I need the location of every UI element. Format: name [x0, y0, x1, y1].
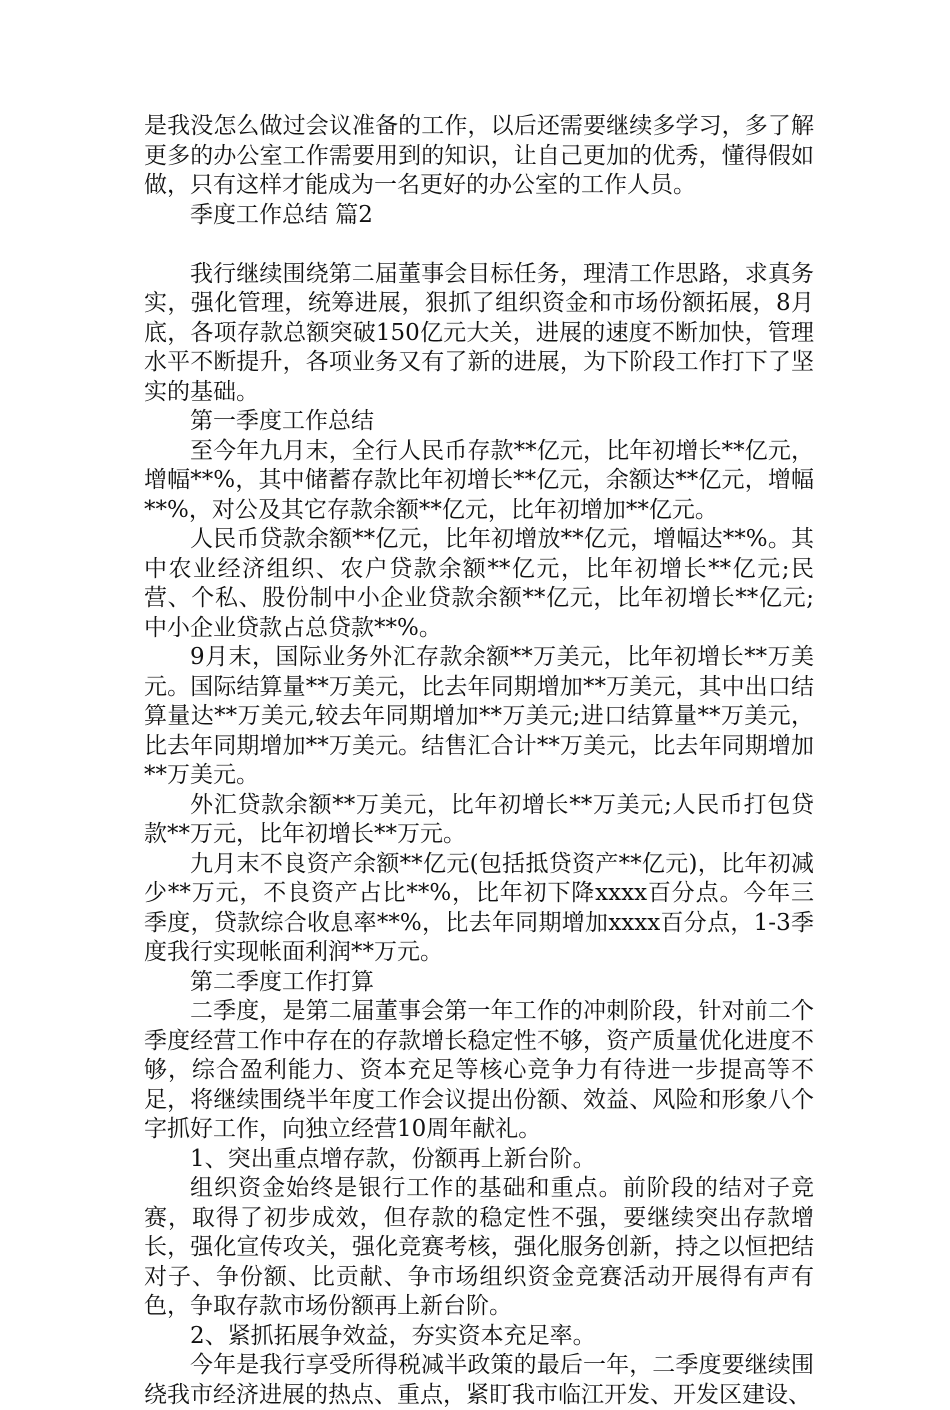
heading-second-quarter-plan: 第二季度工作打算	[190, 968, 374, 995]
document-page	[144, 112, 814, 1410]
paragraph-intro-continuation: 是我没怎么做过会议准备的工作，以后还需要继续多学习，多了解更多的办公室工作需要用到的知识，让自己更加的优秀，懂得假如做，只有这样才能成为一名更好的办公室的工作人员。	[144, 113, 814, 198]
blank-line	[144, 230, 814, 260]
paragraph-second-quarter-intro: 二季度，是第二届董事会第一年工作的冲刺阶段，针对前二个季度经营工作中存在的存款增长稳定性不够，资产质量优化进度不够，综合盈利能力、资本充足等核心竞争力有待进一步提高等不足，将继续围绕半年度工作会议提出份额、效益、风险和形象八个字抓好工作，向独立经营10周年献礼。	[144, 998, 814, 1142]
paragraph-non-performing-assets: 九月末不良资产余额**亿元(包括抵贷资产**亿元)，比年初减少**万元，不良资产占比**%，比年初下降xxxx百分点。今年三季度，贷款综合收息率**%，比去年同期增加xxxx百分点，1-3季度我行实现帐面利润**万元。	[144, 850, 814, 965]
paragraph-rmb-loans: 人民币贷款余额**亿元，比年初增放**亿元，增幅达**%。其中农业经济组织、农户贷款余额**亿元，比年初增长**亿元;民营、个私、股份制中小企业贷款余额**亿元，比年初增长**亿元;中小企业贷款占总贷款**%。	[144, 526, 814, 641]
heading-first-quarter-summary: 第一季度工作总结	[190, 408, 374, 434]
paragraph-overview: 我行继续围绕第二届董事会目标任务，理清工作思路，求真务实，强化管理，统筹进展，狠抓了组织资金和市场份额拓展，8月底，各项存款总额突破150亿元大关，进展的速度不断加快，管理水平不断提升，各项业务又有了新的进展，为下阶段工作打下了坚实的基础。	[144, 260, 814, 405]
paragraph-item-1-body: 组织资金始终是银行工作的基础和重点。前阶段的结对子竞赛，取得了初步成效，但存款的稳定性不强，要继续突出存款增长，强化宣传攻关，强化竞赛考核，强化服务创新，持之以恒把结对子、争份额、比贡献、争市场组织资金竞赛活动开展得有声有色，争取存款市场份额再上新台阶。	[144, 1175, 814, 1319]
paragraph-foreign-currency-loans: 外汇贷款余额**万美元，比年初增长**万美元;人民币打包贷款**万元，比年初增长**万元。	[144, 791, 814, 847]
heading-item-1: 1、突出重点增存款，份额再上新台阶。	[190, 1145, 596, 1172]
paragraph-international-business: 9月末，国际业务外汇存款余额**万美元，比年初增长**万美元。国际结算量**万美元，比去年同期增加**万美元，其中出口结算量达**万美元,较去年同期增加**万美元;进口结算量**万美元，比去年同期增加**万美元。结售汇合计**万美元，比去年同期增加**万美元。	[144, 644, 814, 788]
paragraph-rmb-deposits: 至今年九月末，全行人民币存款**亿元，比年初增长**亿元，增幅**%，其中储蓄存款比年初增长**亿元，余额达**亿元，增幅**%，对公及其它存款余额**亿元，比年初增加**亿元。	[144, 437, 814, 523]
section-title: 季度工作总结 篇2	[190, 201, 373, 228]
paragraph-item-2-body: 今年是我行享受所得税减半政策的最后一年，二季度要继续围绕我市经济进展的热点、重点，紧盯我市临江开发、开发区建设、	[144, 1352, 814, 1408]
heading-item-2: 2、紧抓拓展争效益，夯实资本充足率。	[190, 1322, 596, 1349]
